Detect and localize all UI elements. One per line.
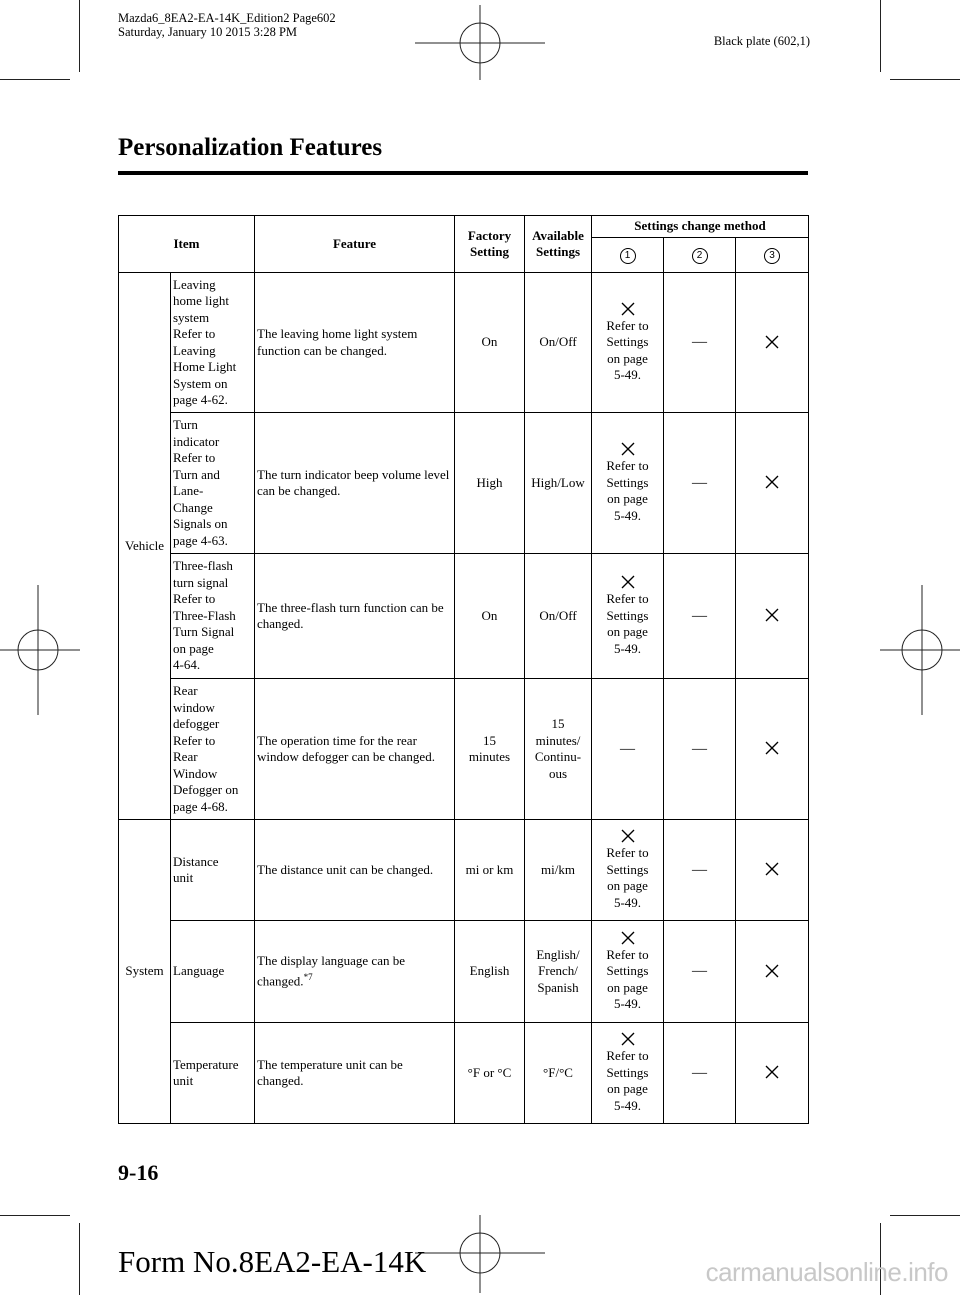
factory-setting-cell: °F or °C (455, 1023, 525, 1124)
factory-setting-cell (455, 679, 525, 820)
text-line: Turn (173, 417, 198, 432)
feature-cell (255, 921, 455, 1023)
text-line: Settings (606, 1064, 649, 1080)
cross-icon (765, 1065, 779, 1079)
text-line: Turn Signal (173, 624, 235, 640)
method-m2-cell (664, 820, 736, 921)
text-line: Refer to (606, 845, 649, 860)
print-header (118, 11, 336, 39)
text-line: on page (607, 491, 648, 506)
factory-setting-cell: On (455, 273, 525, 413)
header-factory-setting: Factory Setting (455, 216, 525, 273)
cross-icon (621, 302, 635, 316)
page-title: Personalization Features (118, 134, 383, 161)
text-line: English/ (536, 946, 580, 962)
text-line: Turn and (173, 466, 220, 482)
cross-icon (621, 442, 635, 456)
text-line: ous (548, 765, 568, 781)
text-line: Spanish (537, 979, 579, 995)
cross-icon (765, 964, 779, 978)
text-line: Rear (173, 749, 198, 764)
feature-cell (255, 679, 455, 820)
cross-icon (765, 608, 779, 622)
text-line: Refer to (606, 317, 649, 333)
not-applicable-dash: — (692, 963, 707, 980)
method-m2-cell (664, 554, 736, 679)
table-row (119, 273, 809, 413)
feature-cell (255, 1023, 455, 1124)
registration-mark-right (880, 585, 960, 715)
table-row (119, 679, 809, 820)
header-item: Item (119, 216, 255, 273)
registration-mark-bottom (415, 1215, 545, 1293)
text-line: Rear (173, 683, 198, 698)
text-line: unit (173, 870, 194, 885)
text-line: Distance (173, 853, 219, 869)
text-line: Settings (606, 334, 649, 349)
text-line: page 4-68. (173, 798, 228, 814)
text-line: Refer to (173, 732, 216, 748)
text-line: 15 (483, 732, 496, 748)
text-line: defogger (173, 716, 220, 731)
text-line: on page (607, 350, 648, 366)
text-line: Leaving (173, 342, 216, 358)
text-line: Window (173, 765, 218, 781)
title-rule (118, 171, 808, 175)
cross-icon (621, 575, 635, 589)
table-row (119, 554, 809, 679)
text-line: 5-49. (613, 640, 642, 656)
feature-cell (255, 273, 455, 413)
text-line: window (173, 699, 215, 715)
not-applicable-dash: — (692, 334, 707, 351)
item-cell (171, 679, 255, 820)
available-settings-cell: High/Low (525, 413, 592, 554)
registration-mark-top (415, 5, 545, 80)
feature-text: The turn indicator beep volume level can be changed. (257, 466, 450, 498)
available-settings-cell: On/Off (525, 554, 592, 679)
text-line: French/ (538, 963, 578, 979)
watermark: carmanualsonline.info (705, 1257, 948, 1287)
text-line: on page (173, 640, 214, 656)
text-line: 5-49. (613, 507, 642, 523)
text-line: Settings (606, 607, 649, 623)
text-line: page 4-63. (173, 532, 228, 548)
factory-setting-cell: English (455, 921, 525, 1023)
method-m2-cell (664, 413, 736, 554)
text-line: Refer to (173, 450, 216, 465)
cross-icon (765, 741, 779, 755)
method-m2-cell (664, 921, 736, 1023)
not-applicable-dash: — (692, 607, 707, 624)
text-line: on page (607, 624, 648, 639)
feature-text: The display language can be changed. (257, 952, 405, 989)
cross-icon (765, 475, 779, 489)
factory-setting-cell: mi or km (455, 820, 525, 921)
settings-reference (594, 318, 661, 384)
available-settings-cell (525, 679, 592, 820)
feature-text: The distance unit can be changed. (257, 861, 434, 877)
print-header-date: Saturday, January 10 2015 3:28 PM (118, 25, 298, 39)
settings-reference (594, 947, 661, 1013)
cross-icon (621, 829, 635, 843)
text-line: on page (607, 1081, 648, 1096)
table-row (119, 820, 809, 921)
text-line: Language (173, 963, 225, 979)
method-m3-cell (736, 413, 809, 554)
page-number: 9-16 (118, 1160, 159, 1185)
text-line: Change (173, 499, 213, 515)
text-line: on page (607, 979, 648, 995)
cross-icon (621, 1032, 635, 1046)
text-line: 4-64. (173, 657, 201, 673)
method-m1-cell (592, 921, 664, 1023)
text-line: Refer to (606, 946, 649, 962)
text-line: indicator (173, 433, 220, 449)
text-line: Refer to (606, 1048, 649, 1063)
registration-mark-left (0, 585, 80, 715)
item-cell (171, 1023, 255, 1124)
not-applicable-dash: — (692, 474, 707, 491)
method-m2-cell (664, 273, 736, 413)
available-settings-cell: °F/°C (525, 1023, 592, 1124)
text-line: unit (173, 1073, 194, 1088)
text-line: 15 (551, 716, 565, 731)
text-line: 5-49. (613, 1097, 642, 1113)
feature-cell (255, 820, 455, 921)
text-line: page 4-62. (173, 392, 228, 407)
settings-reference (594, 845, 661, 911)
text-line: Continu- (534, 749, 582, 764)
text-line: 5-49. (613, 996, 642, 1011)
text-line: Settings (606, 861, 649, 877)
print-header-file: Mazda6_8EA2-EA-14K_Edition2 Page602 (118, 11, 336, 25)
text-line: Settings (606, 963, 649, 978)
text-line: Three-Flash (173, 607, 236, 623)
item-cell (171, 273, 255, 413)
text-line: Lane- (173, 483, 204, 498)
text-line: Refer to (606, 591, 649, 606)
text-line: 5-49. (613, 894, 642, 910)
text-line: minutes (468, 749, 511, 764)
method-m1-cell (592, 1023, 664, 1124)
item-cell (171, 820, 255, 921)
text-line: System on (173, 375, 228, 391)
text-line: Refer to (173, 326, 216, 341)
method-m1-cell (592, 413, 664, 554)
method-m3-cell (736, 273, 809, 413)
text-line: Refer to (173, 591, 216, 607)
item-cell (171, 921, 255, 1023)
method-m3-cell (736, 921, 809, 1023)
table-row (119, 921, 809, 1023)
method-number-1: 1 (620, 248, 636, 264)
text-line: minutes/ (535, 732, 581, 748)
text-line: on page (607, 878, 648, 893)
table-row (119, 413, 809, 554)
item-cell (171, 554, 255, 679)
text-line: Home Light (173, 359, 237, 374)
text-line: Settings (606, 474, 649, 490)
personalization-table (118, 215, 809, 1124)
not-applicable-dash: — (692, 1064, 707, 1081)
feature-text: The leaving home light system function can be changed. (257, 326, 418, 358)
cross-icon (621, 931, 635, 945)
text-line: Three-flash (173, 558, 233, 574)
form-number: Form No.8EA2-EA-14K (118, 1244, 427, 1279)
factory-setting-cell: High (455, 413, 525, 554)
method-m1-cell (592, 273, 664, 413)
available-settings-cell (525, 921, 592, 1023)
available-settings-cell: mi/km (525, 820, 592, 921)
method-col-2 (664, 238, 736, 273)
item-cell (171, 413, 255, 554)
method-m1-cell (592, 679, 664, 820)
header-settings-change-method: Settings change method (592, 216, 809, 238)
settings-reference (594, 458, 661, 524)
not-applicable-dash: — (692, 861, 707, 878)
group-label: Vehicle (119, 273, 171, 820)
text-line: Signals on (173, 516, 228, 531)
settings-reference (594, 591, 661, 657)
method-number-3: 3 (764, 248, 780, 264)
text-line: Temperature (173, 1056, 239, 1072)
method-m1-cell (592, 554, 664, 679)
settings-reference (594, 1048, 661, 1114)
method-m3-cell (736, 679, 809, 820)
text-line: Leaving (173, 276, 216, 292)
method-m3-cell (736, 554, 809, 679)
group-label: System (119, 820, 171, 1124)
header-available-settings: Available Settings (525, 216, 592, 273)
header-feature: Feature (255, 216, 455, 273)
method-m2-cell (664, 679, 736, 820)
text-line: turn signal (173, 574, 229, 590)
factory-setting-cell: On (455, 554, 525, 679)
text-line: system (173, 309, 210, 325)
footnote-marker: *7 (303, 972, 313, 983)
text-line: 5-49. (613, 367, 642, 382)
method-col-3 (736, 238, 809, 273)
plate-label: Black plate (602,1) (713, 34, 810, 48)
feature-cell (255, 413, 455, 554)
feature-text: The three-flash turn function can be changed. (257, 599, 444, 631)
method-m3-cell (736, 820, 809, 921)
cross-icon (765, 862, 779, 876)
table-row (119, 1023, 809, 1124)
text-line: Refer to (606, 458, 649, 473)
table-body (119, 273, 809, 1124)
not-applicable-dash: — (692, 740, 707, 757)
method-col-1 (592, 238, 664, 273)
method-number-2: 2 (692, 248, 708, 264)
method-m1-cell (592, 820, 664, 921)
method-m3-cell (736, 1023, 809, 1124)
available-settings-cell: On/Off (525, 273, 592, 413)
not-applicable-dash: — (620, 740, 635, 757)
text-line: Defogger on (173, 782, 239, 797)
cross-icon (765, 335, 779, 349)
feature-cell (255, 554, 455, 679)
method-m2-cell (664, 1023, 736, 1124)
feature-text: The temperature unit can be changed. (257, 1056, 403, 1088)
text-line: home light (173, 293, 229, 308)
feature-text: The operation time for the rear window defogger can be changed. (257, 732, 435, 764)
